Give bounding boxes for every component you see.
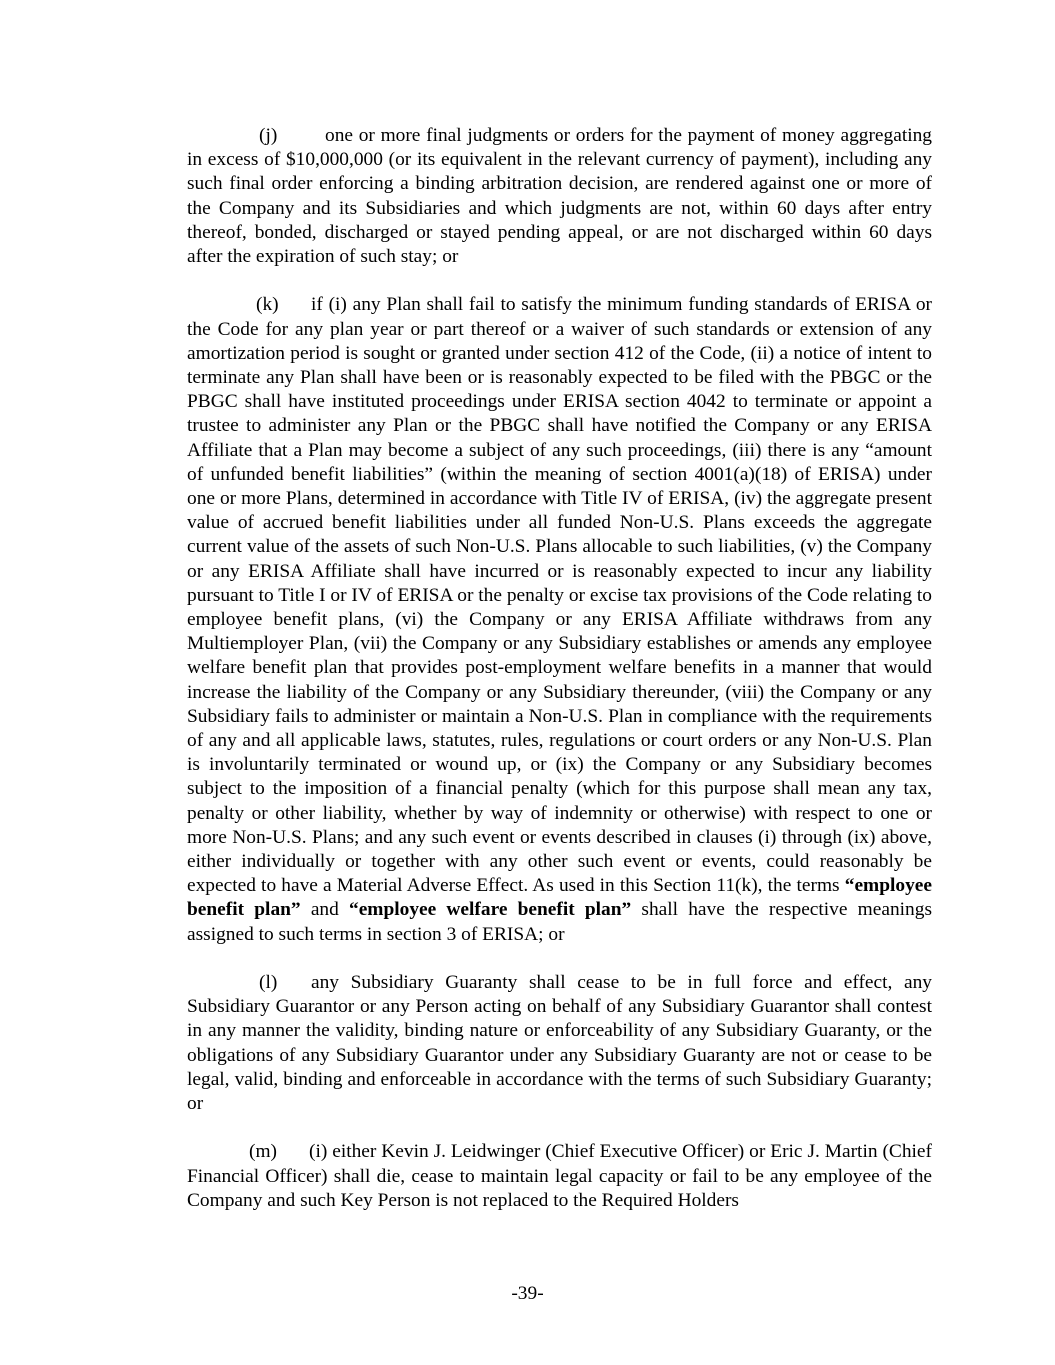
paragraph-m bbox=[187, 1140, 932, 1213]
paragraph-text: any Subsidiary Guaranty shall cease to be in full force and effect, any Subsidiary Guarantor or any Person acting on behalf of any Subsidiary Guarantor shall contest in any manner the validity, binding nature or enforceability of any Subsidiary Guaranty, or the obligations of any Subsidiary Guarantor under any Subsidiary Guaranty are not or cease to be legal, valid, binding and enforceable in accordance with the terms of such Subsidiary Guaranty; or bbox=[187, 972, 932, 1115]
paragraph-k bbox=[187, 293, 932, 946]
document-page bbox=[187, 124, 932, 1237]
paragraph-label: (m) bbox=[249, 1141, 277, 1163]
paragraph-text: (i) either Kevin J. Leidwinger (Chief Executive Officer) or Eric J. Martin (Chief Financial Officer) shall die, cease to maintain legal capacity or fail to be any employee of the Company and such Key Person is not replaced to the Required Holders bbox=[187, 1141, 932, 1211]
page-number: -39- bbox=[511, 1283, 544, 1304]
paragraph-label: (l) bbox=[259, 972, 278, 994]
paragraph-text: if (i) any Plan shall fail to satisfy the minimum funding standards of ERISA or the Code for any plan year or part thereof or a waiver of such standards or extension of any amortization period is sought or granted under section 412 of the Code, (ii) a notice of intent to terminate any Plan shall have been or is reasonably expected to be filed with the PBGC or the PBGC shall have instituted proceedings under ERISA section 4042 to terminate or appoint a trustee to administer any Plan or the PBGC shall have notified the Company or any ERISA Affiliate that a Plan may become a subject of any such proceedings, (iii) there is any “amount of unfunded benefit liabilities” (within the meaning of section 4001(a)(18) of ERISA) under one or more Plans, determined in accordance with Title IV of ERISA, (iv) the aggregate present value of accrued benefit liabilities under all funded Non-U.S. Plans exceeds the aggregate current value of the assets of such Non-U.S. Plans allocable to such liabilities, (v) the Company or any ERISA Affiliate shall have incurred or is reasonably expected to incur any liability pursuant to Title I or IV of ERISA or the penalty or excise tax provisions of the Code relating to employee benefit plans, (vi) the Company or any ERISA Affiliate withdraws from any Multiemployer Plan, (vii) the Company or any Subsidiary establishes or amends any employee welfare benefit plan that provides post-employment welfare benefits in a manner that would increase the liability of the Company or any Subsidiary thereunder, (viii) the Company or any Subsidiary fails to administer or maintain a Non-U.S. Plan in compliance with the requirements of any and all applicable laws, statutes, rules, regulations or court orders or any Non-U.S. Plan is involuntarily terminated or wound up, or (ix) the Company or any Subsidiary becomes subject to the imposition of a financial penalty (which for this purpose shall mean any tax, penalty or other liability, whether by way of indemnity or otherwise) with respect to one or more Non-U.S. Plans; and any such event or events described in clauses (i) through (ix) above, either individually or together with any other such event or events, could reasonably be expected to have a Material Adverse Effect. As used in this Section 11(k), the terms bbox=[187, 294, 932, 897]
paragraph-l bbox=[187, 971, 932, 1116]
paragraph-text-tail: shall have the respective meanings assigned to such terms in section 3 of ERISA; or bbox=[187, 899, 932, 945]
paragraph-label: (j) bbox=[259, 125, 278, 146]
paragraph-j bbox=[187, 124, 932, 269]
paragraph-text: one or more final judgments or orders for the payment of money aggregating in excess of $10,000,000 (or its equivalent in the relevant currency of payment), including any such final order enforcing a binding arbitration decision, are rendered against one or more of the Company and its Subsidiaries and which judgments are not, within 60 days after entry thereof, bonded, discharged or stayed pending appeal, or are not discharged within 60 days after the expiration of such stay; or bbox=[187, 125, 932, 268]
paragraph-text-joiner: and bbox=[310, 899, 339, 921]
defined-term-employee-benefit-plan: “employee benefit plan” bbox=[187, 875, 932, 921]
paragraph-label: (k) bbox=[256, 294, 279, 316]
defined-term-employee-welfare-benefit-plan: “employee welfare benefit plan” bbox=[349, 899, 632, 921]
